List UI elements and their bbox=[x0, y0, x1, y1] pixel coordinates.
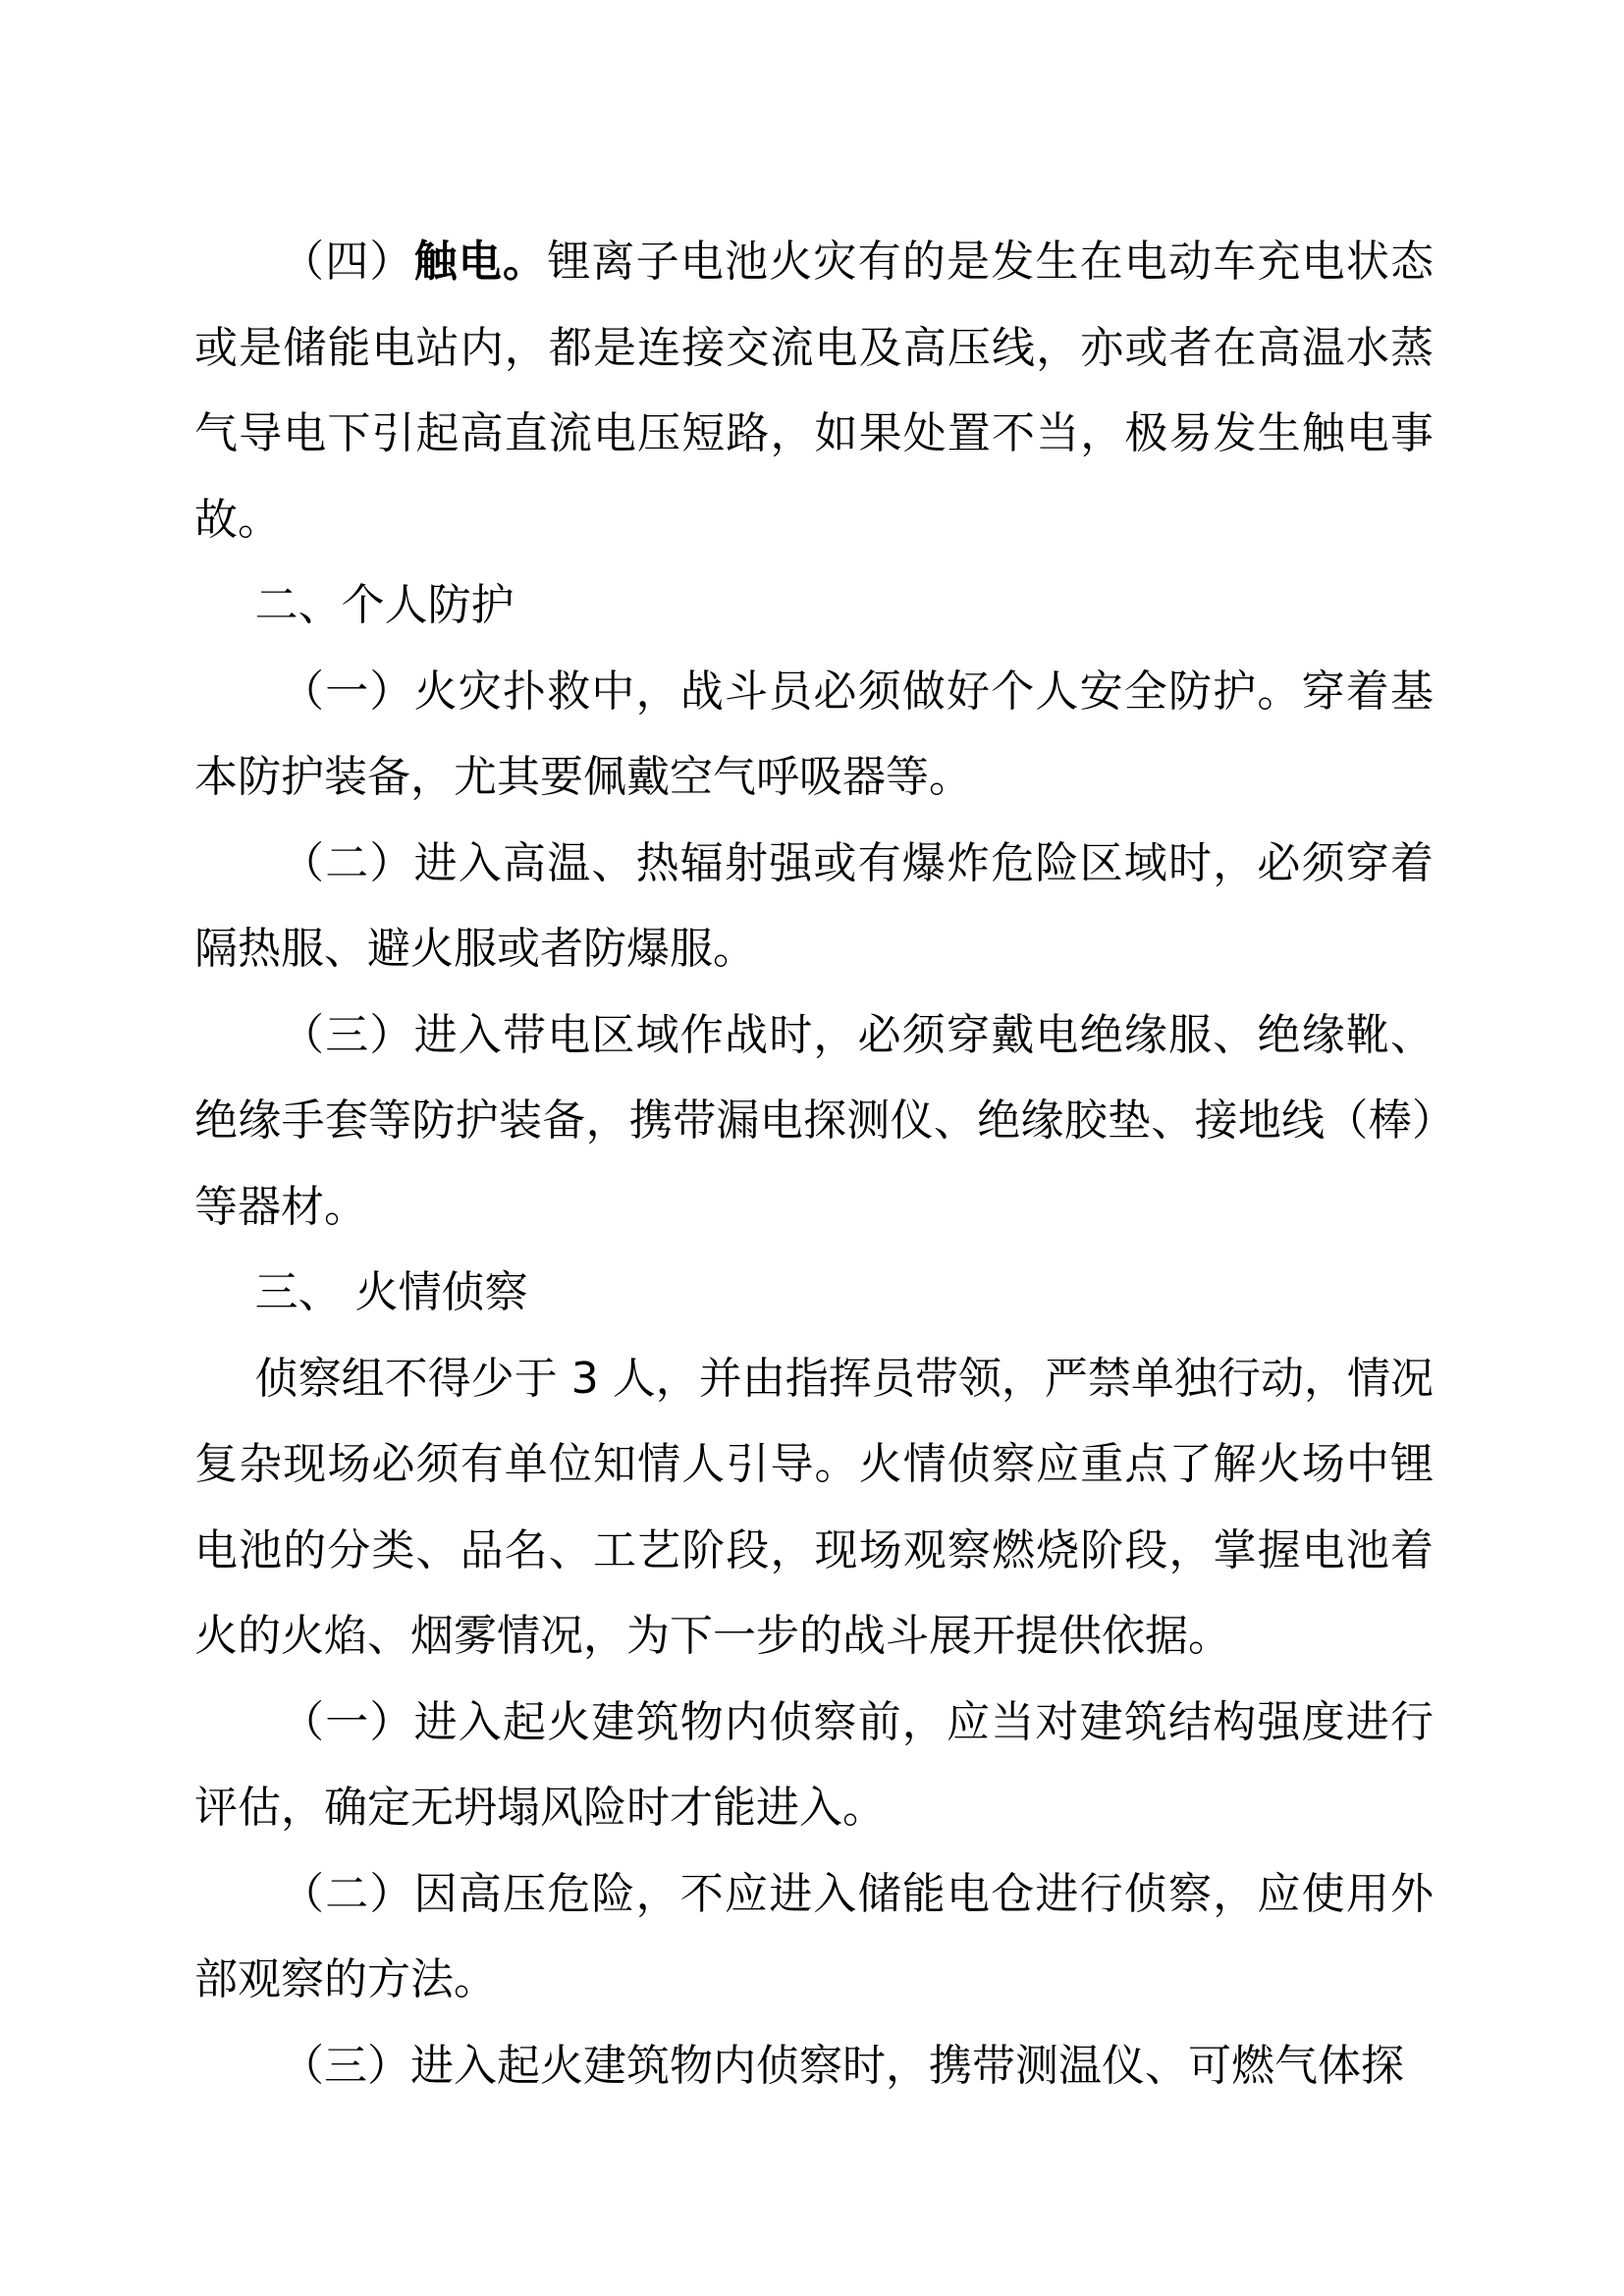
paragraph-recon-2: （二）因高压危险，不应进入储能电仓进行侦察，应使用外部观察的方法。 bbox=[194, 1868, 1434, 2004]
paragraph-recon-1: （一）进入起火建筑物内侦察前，应当对建筑结构强度进行评估，确定无坍塌风险时才能进入。 bbox=[194, 1696, 1434, 1833]
paragraph-recon-3: （三）进入起火建筑物内侦察时，携带测温仪、可燃气体探 bbox=[281, 2040, 1404, 2091]
heading-personal-protection: 二、个人防护 bbox=[254, 580, 514, 630]
paragraph-lead: （四） bbox=[281, 237, 414, 287]
paragraph-protection-3: （三）进入带电区域作战时，必须穿戴电绝缘服、绝缘靴、绝缘手套等防护装备，携带漏电探测仪、绝缘胶垫、接地线（棒）等器材。 bbox=[194, 1009, 1434, 1232]
paragraph-protection-1: （一）火灾扑救中，战斗员必须做好个人安全防护。穿着基本防护装备，尤其要佩戴空气呼吸器等。 bbox=[194, 666, 1434, 802]
paragraph-recon-intro: 侦察组不得少于 3 人，并由指挥员带领，严禁单独行动，情况复杂现场必须有单位知情人引导。火情侦察应重点了解火场中锂电池的分类、品名、工艺阶段，现场观察燃烧阶段，掌握电池着火的火焰、烟雾情况，为下一步的战斗展开提供依据。 bbox=[194, 1353, 1434, 1661]
heading-fire-reconnaissance: 三、 火情侦察 bbox=[254, 1267, 528, 1317]
paragraph-text: 锂离子电池火灾有的是发生在电动车充电状态或是储能电站内，都是连接交流电及高压线，亦或者在高温水蒸气导电下引起高直流电压短路，如果处置不当，极易发生触电事故。 bbox=[194, 237, 1435, 545]
paragraph-protection-2: （二）进入高温、热辐射强或有爆炸危险区域时，必须穿着隔热服、避火服或者防爆服。 bbox=[194, 837, 1434, 974]
bold-term-electric-shock: 触电。 bbox=[413, 237, 548, 287]
document-page bbox=[194, 219, 1434, 2109]
paragraph-electric-shock bbox=[194, 219, 1434, 562]
